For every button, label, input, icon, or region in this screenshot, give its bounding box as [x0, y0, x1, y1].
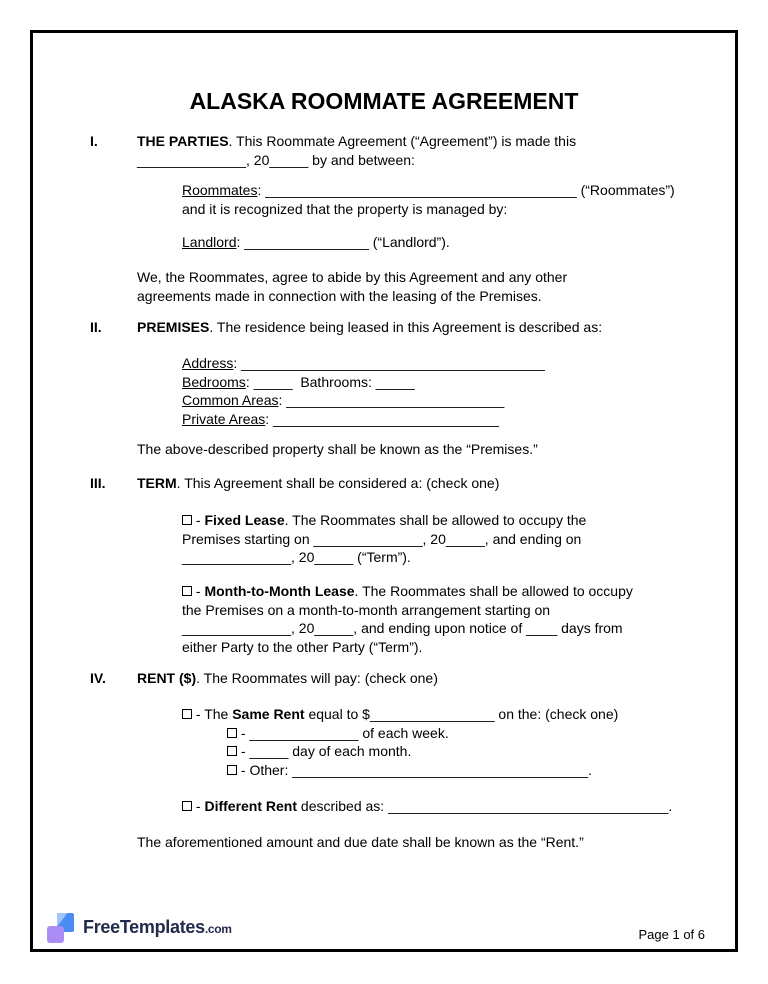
m2m-line-2: the Premises on a month-to-month arrangement starting on [182, 601, 551, 618]
month-to-month-option [182, 582, 633, 656]
different-rent-dash: - [192, 798, 205, 814]
roommates-blank-field[interactable]: ________________________________________ [265, 182, 577, 198]
m2m-line-4: either Party to the other Party (“Term”). [182, 638, 423, 655]
same-rent-pre: - The [192, 706, 233, 722]
month-to-month-label: Month-to-Month Lease [204, 583, 355, 599]
parties-line-2: ______________, 20_____ by and between: [137, 151, 415, 168]
section-heading-premises: PREMISES [137, 319, 210, 335]
parties-intro-text: . This Roommate Agreement (“Agreement”) is made this [228, 133, 577, 149]
roommates-colon: : [257, 182, 266, 198]
section-parties [137, 132, 576, 169]
section-heading-term: TERM [137, 475, 177, 491]
fixed-lease-label: Fixed Lease [204, 512, 285, 528]
m2m-dash: - [192, 583, 205, 599]
private-areas-label: Private Areas [182, 410, 266, 427]
section-numeral-parties: I. [90, 133, 98, 149]
bedrooms-bathrooms-line [182, 373, 545, 392]
m2m-line-1 [182, 582, 633, 601]
address-blank-field[interactable]: : _______________________________________ [233, 355, 545, 371]
different-rent-label: Different Rent [204, 798, 298, 814]
document-title: ALASKA ROOMMATE AGREEMENT [189, 88, 579, 114]
section-term [137, 474, 499, 493]
managed-by-line: and it is recognized that the property is managed by: [182, 200, 508, 217]
premises-known-as [137, 440, 538, 459]
term-intro-text: . This Agreement shall be considered a: (check one) [176, 475, 500, 491]
roommates-line [182, 181, 675, 200]
fixed-lease-line-1 [182, 511, 586, 530]
bedrooms-blank-field[interactable]: : _____ [245, 373, 301, 390]
month-to-month-checkbox-icon[interactable] [182, 586, 192, 596]
different-rent-option [182, 797, 672, 816]
rent-line-1 [137, 669, 438, 688]
section-numeral-term: III. [90, 475, 106, 491]
agreement-clause [137, 268, 567, 305]
section-heading-rent: RENT ($) [137, 670, 197, 686]
landlord-blank-field[interactable]: : ________________ (“Landlord”). [236, 234, 450, 250]
private-areas-line [182, 410, 545, 429]
term-line-1 [137, 474, 499, 493]
month-checkbox-icon[interactable] [227, 746, 237, 756]
rent-known-as [137, 833, 584, 852]
same-rent-blank-field[interactable]: equal to $________________ on the: (check one) [304, 706, 619, 722]
agree-line-2: agreements made in connection with the leasing of the Premises. [137, 287, 542, 304]
roommates-suffix: (“Roommates”) [576, 182, 675, 198]
week-option-text[interactable]: - ______________ of each week. [237, 724, 449, 741]
section-premises [137, 318, 602, 337]
freetemplates-logo-icon [47, 913, 74, 943]
premises-known-as-text: The above-described property shall be known as the “Premises.” [137, 441, 538, 457]
different-rent-blank-field[interactable]: described as: ____________________________________. [297, 798, 673, 814]
brand-name: FreeTemplates [83, 916, 205, 937]
section-heading-parties: THE PARTIES [137, 133, 229, 149]
premises-line-1 [137, 318, 602, 337]
agree-line-1: We, the Roommates, agree to abide by this Agreement and any other [137, 269, 568, 285]
m2m-line-3: ______________, 20_____, and ending upon notice of ____ days from [182, 620, 623, 636]
week-checkbox-icon[interactable] [227, 728, 237, 738]
roommates-clause [182, 181, 675, 218]
section-numeral-premises: II. [90, 319, 102, 335]
same-rent-checkbox-icon[interactable] [182, 709, 192, 719]
fixed-lease-text-1: . The Roommates shall be allowed to occupy the [284, 512, 587, 528]
logo-purple-square [47, 926, 64, 943]
address-line [182, 354, 545, 373]
same-rent-option [182, 705, 618, 779]
fixed-lease-dash: - [192, 512, 205, 528]
rent-intro-text: . The Roommates will pay: (check one) [196, 670, 438, 686]
m2m-text-1: . The Roommates shall be allowed to occupy [354, 583, 633, 599]
address-label: Address [182, 355, 234, 371]
roommates-label: Roommates [182, 182, 258, 198]
document-page [30, 30, 738, 952]
different-rent-checkbox-icon[interactable] [182, 801, 192, 811]
different-rent-line [182, 797, 672, 816]
premises-details [182, 354, 545, 428]
fixed-lease-option [182, 511, 586, 567]
common-areas-label: Common Areas [182, 392, 279, 408]
other-option-text[interactable]: - Other: ______________________________________. [237, 761, 592, 778]
bathrooms-blank-field[interactable]: Bathrooms: _____ [300, 373, 415, 390]
parties-line-1 [137, 132, 576, 151]
page-indicator: Page 1 of 6 [638, 927, 705, 942]
fixed-lease-line-3: ______________, 20_____ (“Term”). [182, 549, 411, 565]
landlord-clause [182, 233, 450, 252]
common-areas-blank-field[interactable]: : ____________________________ [278, 392, 505, 408]
fixed-lease-checkbox-icon[interactable] [182, 515, 192, 525]
rent-month-option [227, 742, 618, 761]
footer-brand [47, 913, 232, 943]
section-numeral-rent: IV. [90, 670, 106, 686]
brand-wordmark [83, 918, 232, 939]
rent-known-as-text: The aforementioned amount and due date shall be known as the “Rent.” [137, 834, 584, 850]
private-areas-blank-field[interactable]: : _____________________________ [265, 410, 499, 427]
rent-week-option [227, 724, 618, 743]
landlord-line [182, 233, 450, 252]
landlord-label: Landlord [182, 234, 237, 250]
bedrooms-label: Bedrooms [182, 373, 246, 390]
month-option-text[interactable]: - _____ day of each month. [237, 743, 412, 759]
same-rent-line [182, 705, 618, 724]
rent-other-option [227, 761, 618, 780]
other-checkbox-icon[interactable] [227, 765, 237, 775]
fixed-lease-line-2: Premises starting on ______________, 20_____, and ending on [182, 530, 582, 547]
premises-intro-text: . The residence being leased in this Agreement is described as: [209, 319, 603, 335]
common-areas-line [182, 391, 545, 410]
brand-tld: .com [204, 921, 232, 936]
same-rent-label: Same Rent [232, 706, 305, 722]
section-rent [137, 669, 438, 688]
